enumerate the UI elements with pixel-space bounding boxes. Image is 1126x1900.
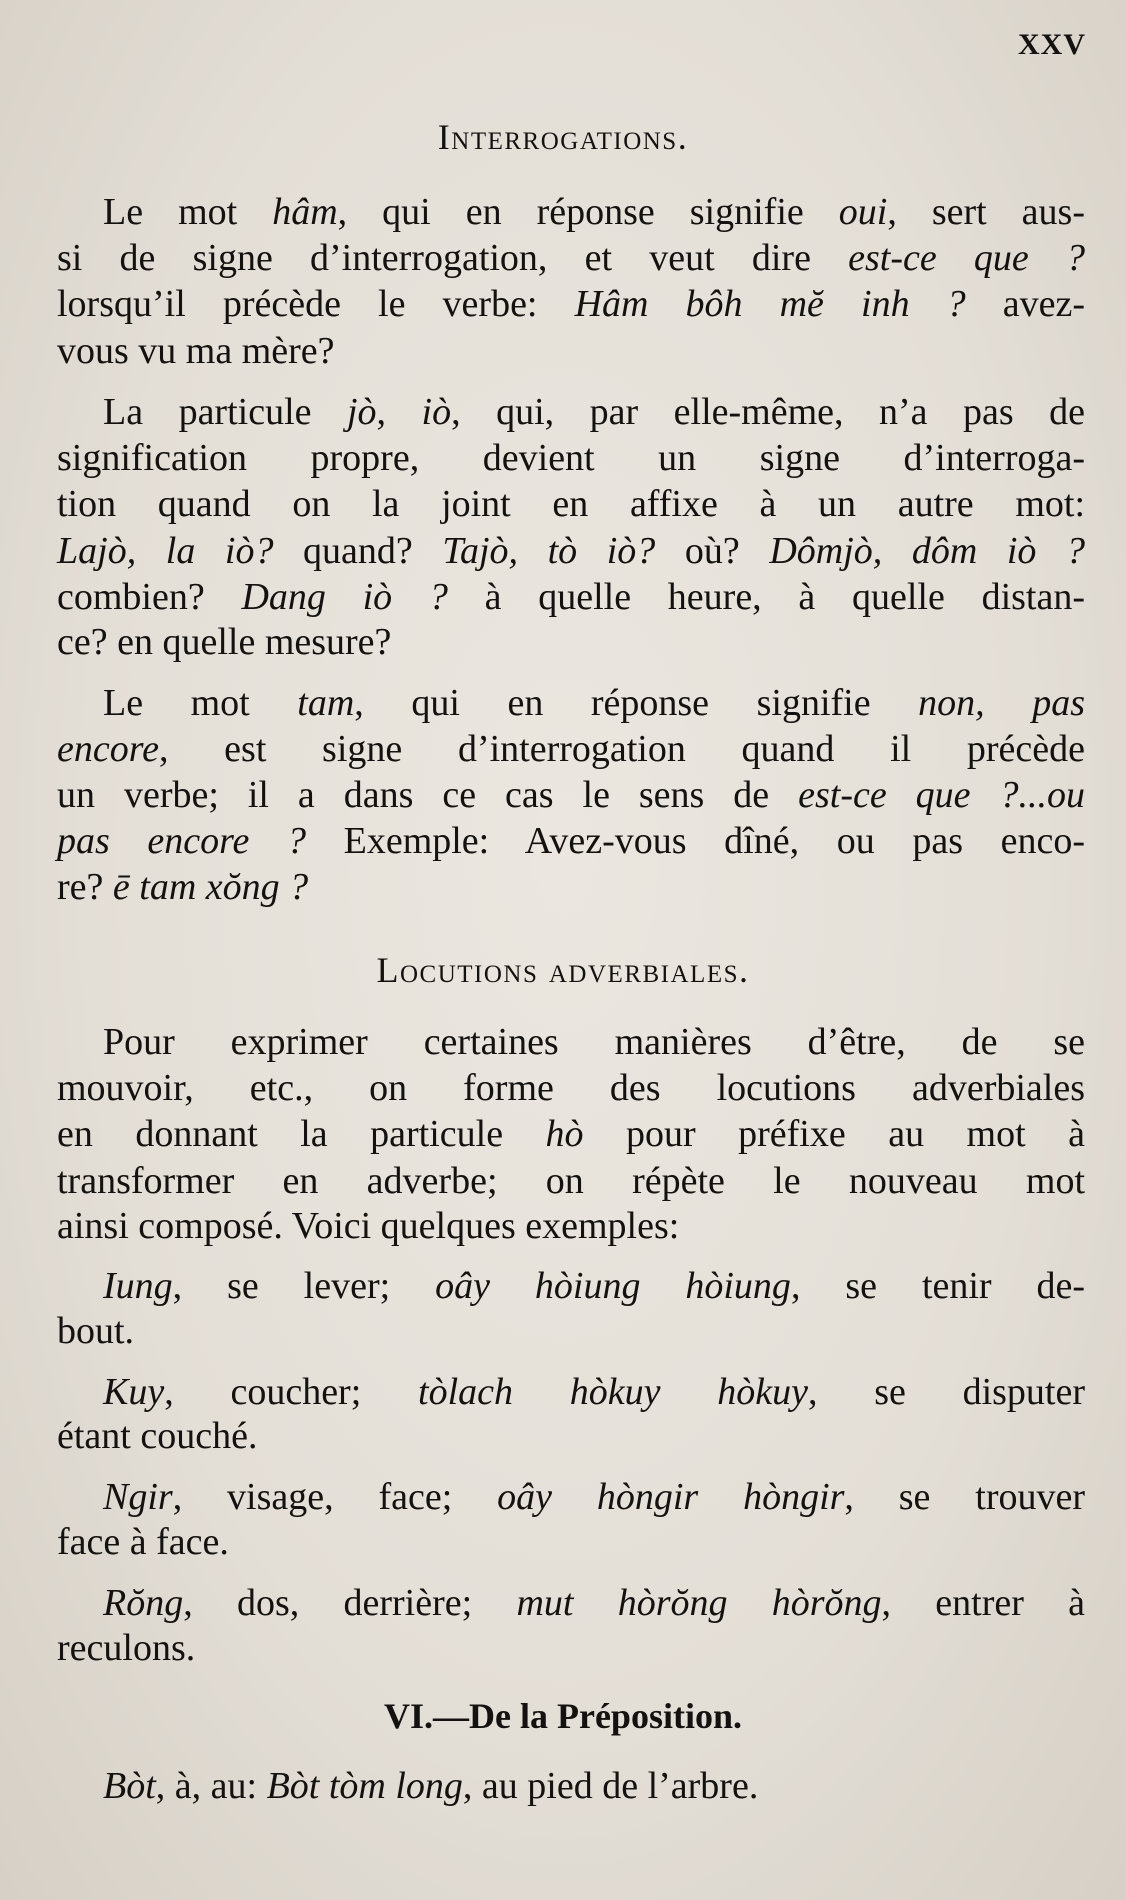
italic-term: oây hòiung hòiung (435, 1265, 791, 1307)
italic-term: oui (838, 191, 888, 233)
italic-term: iò (421, 391, 452, 433)
text-run: face à face. (57, 1521, 229, 1563)
text-line (57, 327, 1085, 375)
text-run: bout. (57, 1310, 135, 1352)
text-line (57, 434, 1085, 482)
text-line (103, 679, 1085, 727)
text-run: , qui en réponse signifie (354, 682, 919, 724)
text-run: tion quand on la joint en affixe à un autre mot: (57, 483, 1085, 525)
italic-term: hò (545, 1113, 584, 1155)
text-line (103, 1262, 1085, 1310)
text-line (103, 1579, 1085, 1627)
text-run: mouvoir, etc., on forme des locutions adverbiales (57, 1067, 1085, 1109)
text-line (57, 771, 1085, 819)
text-run: , entrer à (881, 1582, 1086, 1624)
text-run: Pour exprimer certaines manières d’être, de se (103, 1021, 1085, 1063)
text-run: re? (57, 866, 113, 908)
italic-term: Iung (103, 1265, 173, 1307)
text-run: Le mot (103, 191, 273, 233)
italic-term: pas encore ? (57, 820, 306, 862)
text-line (57, 573, 1085, 621)
italic-term: est-ce que ?...ou (798, 774, 1085, 816)
text-run: combien? (57, 576, 242, 618)
text-line (57, 1307, 1085, 1355)
text-run: , se lever; (172, 1265, 436, 1307)
italic-term: Dang iò ? (241, 576, 448, 618)
italic-term: Bòt tòm long (266, 1765, 463, 1807)
text-line (103, 1762, 1085, 1810)
text-run: en donnant la particule (57, 1113, 546, 1155)
italic-term: Kuy (103, 1371, 165, 1413)
text-line (103, 1368, 1085, 1416)
text-line (57, 1110, 1085, 1158)
text-run: ce? en quelle mesure? (57, 621, 392, 663)
text-run: si de signe d’interrogation, et veut dire (57, 237, 849, 279)
italic-term: jò (346, 391, 377, 433)
text-line (57, 1518, 1085, 1566)
text-line (57, 1624, 1085, 1672)
italic-term: ē tam xŏng ? (112, 866, 309, 908)
italic-term: est-ce que ? (848, 237, 1085, 279)
page-number: XXV (1018, 28, 1086, 61)
text-run: , coucher; (164, 1371, 419, 1413)
text-run: signification propre, devient un signe d’interroga- (57, 437, 1085, 479)
text-line (57, 1412, 1085, 1460)
text-run: ainsi composé. Voici quelques exemples: (57, 1205, 680, 1247)
italic-term: hâm (272, 191, 338, 233)
text-run: , sert aus- (887, 191, 1085, 233)
italic-term: Hâm bôh mĕ inh ? (574, 283, 966, 325)
text-run: , se disputer (807, 1371, 1086, 1413)
italic-term: Ngir (103, 1476, 173, 1518)
section-heading-locutions-adverbiales: Locutions adverbiales. (376, 950, 750, 990)
text-line (57, 527, 1085, 575)
text-run: , au pied de l’arbre. (462, 1765, 759, 1807)
text-run: , se trouver (844, 1476, 1086, 1518)
text-run: Exemple: Avez-vous dîné, ou pas enco- (306, 820, 1085, 862)
text-line (103, 1018, 1085, 1066)
text-line (57, 480, 1085, 528)
text-run: vous vu ma mère? (57, 330, 335, 372)
italic-term: oây hòngir hòngir (497, 1476, 845, 1518)
text-run: , visage, face; (172, 1476, 498, 1518)
text-run: un verbe; il a dans ce cas le sens de (57, 774, 799, 816)
text-line (57, 725, 1085, 773)
italic-term: Tajò, tò iò? (442, 530, 656, 572)
italic-term: non, pas (918, 682, 1085, 724)
text-line (57, 1202, 1085, 1250)
text-run: étant couché. (57, 1415, 258, 1457)
text-line (57, 863, 1085, 911)
text-run: La particule (103, 391, 347, 433)
text-line (57, 280, 1085, 328)
text-line (57, 1157, 1085, 1205)
text-line (57, 234, 1085, 282)
text-run: , dos, derrière; (183, 1582, 517, 1624)
italic-term: Lajò, la iò? (57, 530, 274, 572)
italic-term: tam (297, 682, 355, 724)
text-run: où? (655, 530, 770, 572)
text-run: , à, au: (155, 1765, 267, 1807)
text-run: , qui, par elle-même, n’a pas de (451, 391, 1086, 433)
text-line (103, 188, 1085, 236)
text-run: , est signe d’interrogation quand il précède (158, 728, 1085, 770)
italic-term: encore (57, 728, 159, 770)
text-run: reculons. (57, 1627, 196, 1669)
italic-term: Dômjò, dôm iò ? (769, 530, 1085, 572)
chapter-heading-preposition: VI.—De la Préposition. (384, 1696, 742, 1736)
text-run: , (376, 391, 422, 433)
section-heading-interrogations: Interrogations. (437, 117, 689, 157)
text-run: avez- (965, 283, 1085, 325)
text-line (103, 1473, 1085, 1521)
italic-term: mut hòrŏng hòrŏng (516, 1582, 882, 1624)
text-run: lorsqu’il précède le verbe: (57, 283, 575, 325)
italic-term: tòlach hòkuy hòkuy (418, 1371, 808, 1413)
text-line (103, 388, 1085, 436)
text-run: quand? (273, 530, 443, 572)
italic-term: Rŏng (103, 1582, 184, 1624)
text-line (57, 817, 1085, 865)
text-run: à quelle heure, à quelle distan- (447, 576, 1085, 618)
text-run: Le mot (103, 682, 298, 724)
text-run: , qui en réponse signifie (337, 191, 839, 233)
text-run: , se tenir de- (790, 1265, 1086, 1307)
text-run: pour préfixe au mot à (583, 1113, 1085, 1155)
text-line (57, 618, 1085, 666)
text-run: transformer en adverbe; on répète le nouveau mot (57, 1160, 1085, 1202)
italic-term: Bòt (103, 1765, 156, 1807)
text-line (57, 1064, 1085, 1112)
